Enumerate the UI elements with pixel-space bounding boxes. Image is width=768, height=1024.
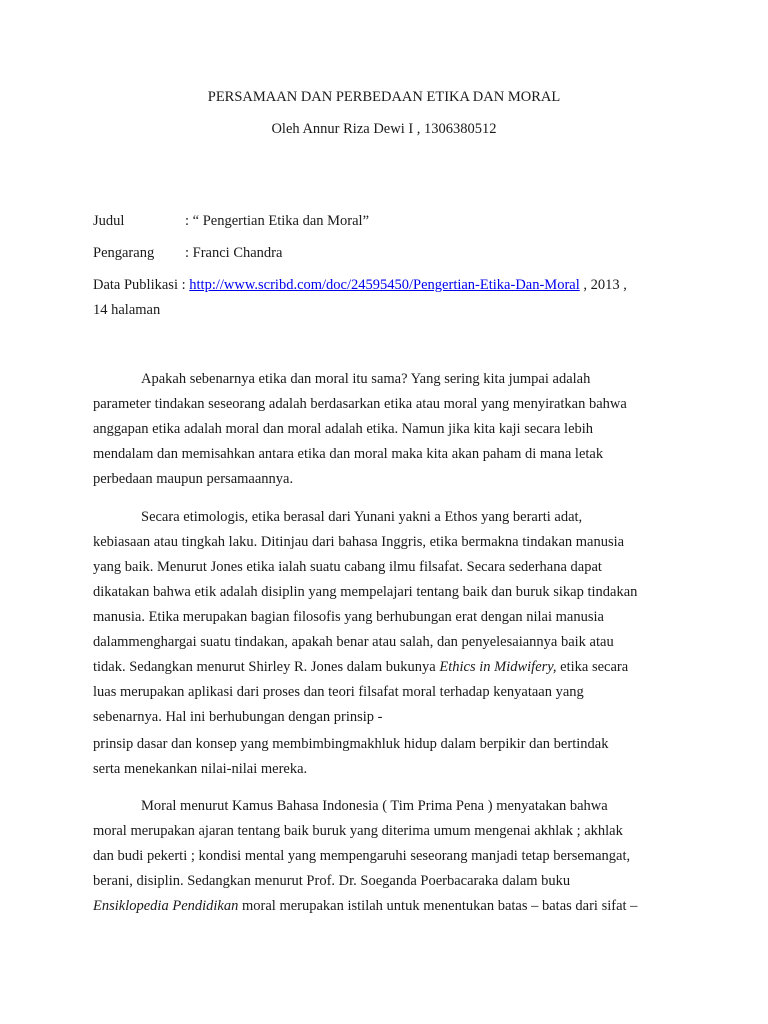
- publikasi-label: Data Publikasi :: [93, 277, 190, 293]
- paragraph-line: perbedaan maupun persamaannya.: [93, 471, 294, 487]
- paragraph-line: dikatakan bahwa etik adalah disiplin yang mempelajari tentang baik dan buruk sikap tindakan: [93, 584, 638, 600]
- paragraph-line: mendalam dan memisahkan antara etika dan moral maka kita akan paham di mana letak: [93, 446, 604, 462]
- publikasi-pages: 14 halaman: [93, 302, 161, 318]
- paragraph-line: kebiasaan atau tingkah laku. Ditinjau dari bahasa Inggris, etika bermakna tindakan manusia: [93, 534, 625, 550]
- publikasi-link[interactable]: http://www.scribd.com/doc/24595450/Pengertian-Etika-Dan-Moral: [189, 277, 580, 293]
- paragraph-line: serta menekankan nilai-nilai mereka.: [93, 761, 308, 777]
- paragraph-line: luas merupakan aplikasi dari proses dan teori filsafat moral terhadap kenyataan yang: [93, 684, 584, 700]
- paragraph-text: tidak. Sedangkan menurut Shirley R. Jones dalam bukunya: [93, 659, 440, 675]
- publikasi-line: [93, 275, 627, 295]
- book-title-ethics: Ethics in Midwifery,: [439, 659, 557, 675]
- paragraph-line: sebenarnya. Hal ini berhubungan dengan prinsip -: [93, 709, 383, 725]
- paragraph-line: parameter tindakan seseorang adalah berdasarkan etika atau moral yang menyiratkan bahwa: [93, 396, 627, 412]
- judul-value: : “ Pengertian Etika dan Moral”: [185, 213, 370, 229]
- paragraph-line: prinsip dasar dan konsep yang membimbingmakhluk hidup dalam berpikir dan bertindak: [93, 736, 609, 752]
- paragraph-line: anggapan etika adalah moral dan moral adalah etika. Namun jika kita kaji secara lebih: [93, 421, 594, 437]
- document-title: PERSAMAAN DAN PERBEDAAN ETIKA DAN MORAL: [207, 89, 561, 105]
- paragraph-text: moral merupakan istilah untuk menentukan batas – batas dari sifat –: [238, 898, 638, 914]
- paragraph-line: dan budi pekerti ; kondisi mental yang mempengaruhi seseorang manjadi tetap bersemangat,: [93, 848, 631, 864]
- pengarang-label: Pengarang: [93, 245, 155, 261]
- paragraph-line: Apakah sebenarnya etika dan moral itu sama? Yang sering kita jumpai adalah: [141, 371, 591, 387]
- paragraph-line: [93, 896, 637, 916]
- paragraph-line: manusia. Etika merupakan bagian filosofis yang berhubungan erat dengan nilai manusia: [93, 609, 604, 625]
- book-title-ensiklopedia: Ensiklopedia Pendidikan: [93, 898, 239, 914]
- paragraph-line: dalammenghargai suatu tindakan, apakah benar atau salah, dan penyelesaiannya baik atau: [93, 634, 614, 650]
- paragraph-line: [93, 657, 628, 677]
- author-byline: Oleh Annur Riza Dewi I , 1306380512: [271, 121, 497, 137]
- paragraph-line: yang baik. Menurut Jones etika ialah suatu cabang ilmu filsafat. Secara sederhana dapat: [93, 559, 602, 575]
- paragraph-line: moral merupakan ajaran tentang baik buruk yang diterima umum mengenai akhlak ; akhlak: [93, 823, 623, 839]
- paragraph-line: Moral menurut Kamus Bahasa Indonesia ( Tim Prima Pena ) menyatakan bahwa: [141, 798, 608, 814]
- paragraph-line: Secara etimologis, etika berasal dari Yunani yakni a Ethos yang berarti adat,: [141, 509, 583, 525]
- paragraph-line: berani, disiplin. Sedangkan menurut Prof. Dr. Soeganda Poerbacaraka dalam buku: [93, 873, 571, 889]
- publikasi-after: , 2013 ,: [579, 277, 627, 293]
- paragraph-text: etika secara: [556, 659, 629, 675]
- pengarang-value: : Franci Chandra: [185, 245, 283, 261]
- judul-label: Judul: [93, 213, 125, 229]
